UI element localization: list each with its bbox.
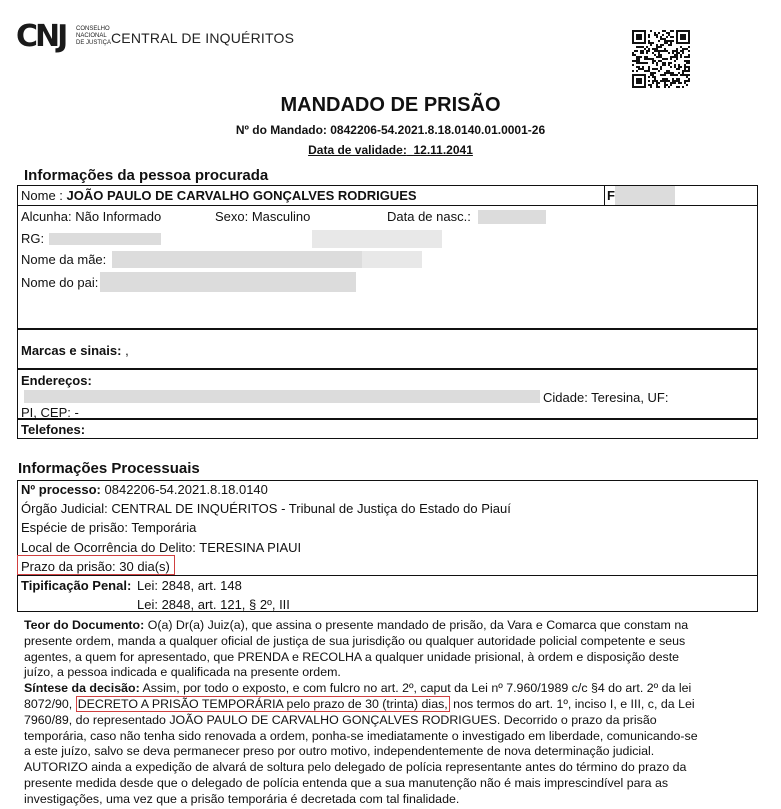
- tipificacao-label: Tipificação Penal:: [21, 578, 132, 593]
- redacted-address: [24, 390, 540, 403]
- tipificacao-1: Lei: 2848, art. 148: [137, 578, 242, 593]
- enderecos-label: Endereços:: [21, 373, 92, 388]
- document-title: MANDADO DE PRISÃO: [280, 94, 501, 116]
- especie-prisao: Espécie de prisão: Temporária: [21, 520, 197, 535]
- cnj-logo-caption: CONSELHO NACIONAL DE JUSTIÇA: [76, 26, 112, 46]
- redacted-block: [478, 210, 546, 224]
- nome-pai: Nome do pai:: [21, 275, 99, 290]
- name-row-divider: [604, 185, 605, 206]
- local-ocorrencia: Local de Ocorrência do Delito: TERESINA PIAUI: [21, 540, 302, 555]
- redacted-block: [615, 186, 675, 205]
- decreto-highlight: DECRETO A PRISÃO TEMPORÁRIA pelo prazo de 30 (trinta) dias,: [77, 696, 448, 711]
- redacted-block: [100, 272, 356, 292]
- marcas-sinais: Marcas e sinais: ,: [21, 343, 129, 358]
- endereco-line2: PI, CEP: -: [21, 405, 79, 420]
- process-number: Nº processo: 0842206-54.2021.8.18.0140: [21, 482, 268, 497]
- redacted-block: [362, 251, 422, 268]
- telefones-label: Telefones:: [21, 422, 86, 437]
- tipificacao-2: Lei: 2848, art. 121, § 2º, III: [137, 597, 290, 612]
- data-nasc: Data de nasc.:: [387, 209, 471, 224]
- endereco-cidade: Cidade: Teresina, UF:: [543, 390, 669, 405]
- section-title-process: Informações Processuais: [18, 460, 200, 477]
- cnj-logo: CNJ: [16, 19, 66, 54]
- validity-date: Data de validade: 12.11.2041: [308, 143, 473, 157]
- telefones-box: [17, 419, 758, 439]
- sexo: Sexo: Masculino: [215, 209, 311, 224]
- redacted-block: [312, 230, 442, 248]
- orgao-judicial: Órgão Judicial: CENTRAL DE INQUÉRITOS - Tribunal de Justiça do Estado do Piauí: [21, 501, 511, 516]
- redacted-block: [49, 233, 161, 245]
- person-name: Nome : JOÃO PAULO DE CARVALHO GONÇALVES RODRIGUES: [21, 188, 417, 203]
- prazo-prisao: Prazo da prisão: 30 dia(s): [21, 559, 170, 574]
- section-title-person: Informações da pessoa procurada: [24, 167, 269, 184]
- nome-mae: Nome da mãe:: [21, 252, 107, 267]
- alcunha: Alcunha: Não Informado: [21, 209, 162, 224]
- warrant-number: Nº do Mandado: 0842206-54.2021.8.18.0140.01.0001-26: [235, 123, 546, 137]
- redacted-block: [112, 251, 362, 268]
- teor-documento: Teor do Documento: O(a) Dr(a) Juiz(a), que assina o presente mandado de prisão, da Vara e Comarca que constam na presente ordem, manda a qualquer oficial de justiça de sua jurisdição ou qualquer autoridade policial competente e seus agentes, a quem for apresentado, que PRENDA e RECOLHA a qualquer unidade prisional, à ordem e disposição deste juízo, a pessoa indicada e qualificada na presente ordem. Síntese da decisão: Assim, por todo o exposto, e com fulcro no art. 2º, caput da Lei nº 7.960/1989 c/c §4 do art. 2º da lei 8072/90, DECRETO A PRISÃO TEMPORÁRIA pelo prazo de 30 (trinta) dias, nos termos do art. 1º, inciso I, e III, c, da Lei 7960/89, do representado JOÃO PAULO DE CARVALHO GONÇALVES RODRIGUES. Decorrido o prazo da prisão temporária, caso não tenha sido renovada a ordem, ponha-se imediatamente o investigado em liberdade, comunicando-se a este juízo, salvo se deva permanecer preso por outro motivo, independentemente de nova determinação judicial. AUTORIZO ainda a expedição de alvará de soltura pelo delegado de polícia representante antes do término do prazo da presente medida desde que o delegado de polícia entenda que a sua manutenção não é mais imprescindível para as investigações, uma vez que a prisão temporária é decretada com tal finalidade.: [24, 618, 698, 806]
- rg: RG:: [21, 231, 45, 246]
- person-right-initial: F: [607, 188, 615, 203]
- qr-code: [632, 30, 690, 88]
- central-inqueritos-heading: CENTRAL DE INQUÉRITOS: [111, 30, 295, 46]
